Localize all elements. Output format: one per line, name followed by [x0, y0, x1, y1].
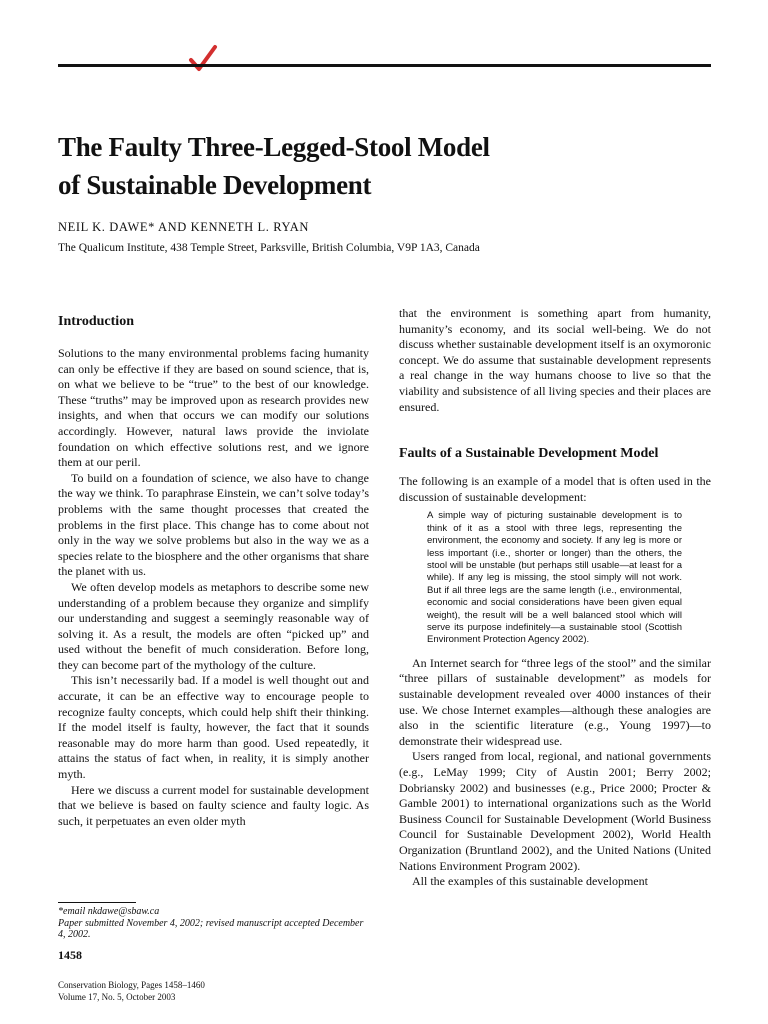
left-column	[58, 313, 369, 829]
block-quote: A simple way of picturing sustainable development is to think of it as a stool with three legs, representing the environment, the economy and society. If any leg is more or less important (i.e., shorter or longer) than the others, the stool will be unstable (but perhaps still usable—at least for a while). If any leg is missing, the stool simply will not work. But if all three legs are the same length (i.e., environmental, economic and social considerations have been given equal weight), the result will be a well balanced stool which will serve its purpose indefinitely—a sustainable stool (Scottish Environment Protection Agency 2002).	[427, 510, 682, 646]
checkmark-icon	[188, 44, 218, 74]
section-heading-faults: Faults of a Sustainable Development Model	[399, 446, 659, 462]
paragraph: This isn’t necessarily bad. If a model is well thought out and accurate, it can be an effective way to encourage people to recognize faulty concepts, which could help shift their thinking. If the model itself is faulty, however, the fact that it sounds reasonable may do more harm than good. Used repeatedly, it attains the status of fact when, in reality, it is simply another myth.	[58, 673, 369, 782]
affiliation: The Qualicum Institute, 438 Temple Street, Parksville, British Columbia, V9P 1A3, Canada	[58, 242, 480, 254]
paper-title	[58, 128, 658, 204]
journal-line-1: Conservation Biology, Pages 1458–1460	[58, 980, 205, 990]
footnote-email: *email nkdawe@sbaw.ca	[58, 906, 160, 917]
paragraph: We often develop models as metaphors to describe some new understanding of a problem because they organize and simplify our understanding and suggest a seemingly reasonable way of solving it. As a result, the models are often “picked up” and used without the benefit of much consideration. Before long, they can become part of the mythology of the culture.	[58, 579, 369, 672]
paragraph: The following is an example of a model that is often used in the discussion of sustainable development:	[399, 474, 711, 504]
paragraph: To build on a foundation of science, we also have to change the way we think. To paraphrase Einstein, we can’t solve today’s problems with the same thought processes that created the problems in the first place. This change has to come about not only in the way we solve problems but also in the way we as a species relate to the biosphere and the other organisms that share the planet with us.	[58, 470, 370, 579]
paragraph: Solutions to the many environmental problems facing humanity can only be effective if they are based on sound science, that is, on what we believe to be “true” to the best of our knowledge. These “truths” may be improved upon as research provides new insights, and when that occurs we can modify our solutions accordingly. However, natural laws provide the inviolate foundation on which effective solutions rest, and we ignore them at our peril.	[58, 346, 369, 470]
authors: NEIL K. DAWE* AND KENNETH L. RYAN	[58, 220, 309, 234]
paragraph: All the examples of this sustainable development	[412, 874, 648, 889]
section-heading-introduction: Introduction	[58, 314, 134, 329]
title-line-1: The Faulty Three-Legged-Stool Model	[58, 132, 490, 162]
footnote-submission: Paper submitted November 4, 2002; revised manuscript accepted December 4, 2002.	[58, 917, 364, 940]
paragraph: that the environment is something apart from humanity, humanity’s economy, and its social well-being. We do not discuss whether sustainable development itself is an oxymoronic concept. We do assume that sustainable development represents a real change in the way humans choose to live so that the viability and subsistence of all living species and their places are ensured.	[399, 306, 711, 414]
page-number: 1458	[58, 948, 82, 962]
paragraph: Here we discuss a current model for sustainable development that we believe is based on faulty science and faulty logic. As such, it perpetuates an even older myth	[58, 782, 369, 828]
footnotes	[58, 906, 369, 941]
paragraph: Users ranged from local, regional, and national governments (e.g., LeMay 1999; City of Austin 2001; Berry 2002; Dobriansky 2002) and businesses (e.g., Price 2000; Procter & Gamble 2001) to international organizations such as the World Business Council for Sustainable Development (World Business Council for Sustainable Development 2002), World Health Organization (Bruntland 2002), and the United Nations (United Nations Environment Program 2002).	[399, 749, 711, 873]
right-column	[399, 306, 711, 890]
footnote-rule	[58, 902, 136, 903]
journal-line-2: Volume 17, No. 5, October 2003	[58, 992, 176, 1002]
title-line-2: of Sustainable Development	[58, 170, 372, 200]
paragraph: An Internet search for “three legs of the stool” and the similar “three pillars of sustainable development” as models for sustainable development revealed over 4000 instances of their use. We chose Internet examples—although these analogies are also in the scientific literature (e.g., Young 1997)—to demonstrate their widespread use.	[399, 655, 711, 748]
journal-citation	[58, 979, 205, 1003]
top-rule	[58, 64, 711, 67]
